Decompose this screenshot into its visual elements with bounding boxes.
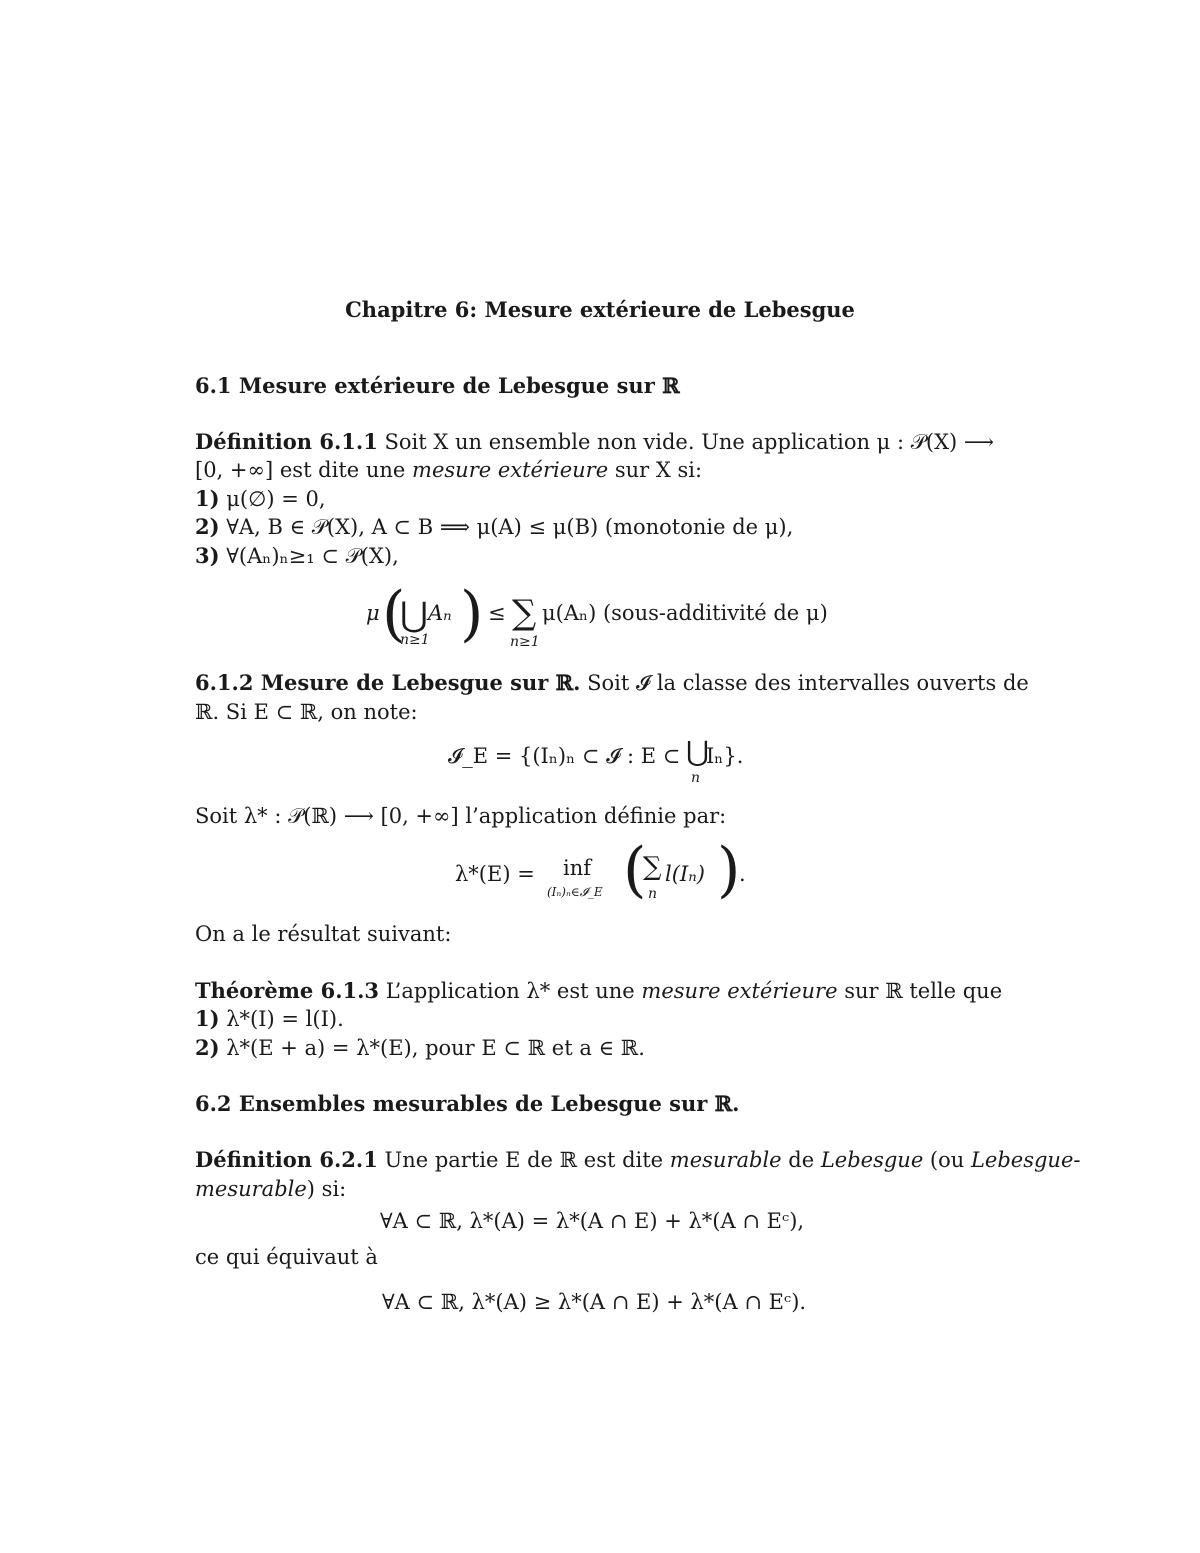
right-paren-glyph: ) bbox=[460, 579, 484, 649]
definition-6-1-1-label: Définition 6.1.1 bbox=[195, 429, 378, 454]
item-text: ∀(Aₙ)ₙ≥₁ ⊂ 𝒫(X), bbox=[226, 544, 399, 568]
formula-sum-symbol: ∑ bbox=[512, 593, 537, 633]
measurability-inequality-formula: ∀A ⊂ ℝ, λ*(A) ≥ λ*(A ∩ E) + λ*(A ∩ Eᶜ). bbox=[382, 1290, 807, 1314]
section-6-1-2-line1 bbox=[195, 669, 1029, 697]
theorem-text-b: sur ℝ telle que bbox=[837, 979, 1003, 1003]
item-number: 1) bbox=[195, 1006, 220, 1031]
theorem-label: Théorème 6.1.3 bbox=[195, 978, 380, 1003]
definition-6-1-1-text: Soit X un ensemble non vide. Une application μ : 𝒫(X) ⟶ bbox=[384, 430, 994, 454]
definition-emphasis-1: mesurable bbox=[669, 1148, 782, 1172]
formula-mu: μ bbox=[366, 601, 380, 625]
formula-leq: ≤ bbox=[488, 601, 506, 625]
theorem-6-1-3-line1 bbox=[195, 977, 1002, 1005]
formula-sum-subscript: n≥1 bbox=[510, 634, 540, 650]
lambda-formula bbox=[455, 835, 775, 912]
definition-6-1-1-item3 bbox=[195, 542, 399, 570]
definition-6-1-1-text-a: [0, +∞] est dite une bbox=[195, 458, 413, 482]
item-number: 2) bbox=[195, 1035, 220, 1060]
definition-6-2-1-label: Définition 6.2.1 bbox=[195, 1147, 378, 1172]
lambda-definition-line: Soit λ* : 𝒫(ℝ) ⟶ [0, +∞] l’application définie par: bbox=[195, 804, 727, 828]
definition-6-1-1-emphasis: mesure extérieure bbox=[412, 458, 609, 482]
section-6-1-2-line2: ℝ. Si E ⊂ ℝ, on note: bbox=[195, 700, 418, 724]
section-6-1-heading: 6.1 Mesure extérieure de Lebesgue sur ℝ bbox=[195, 373, 680, 398]
definition-6-1-1-line1 bbox=[195, 428, 994, 456]
formula-inf: inf bbox=[563, 856, 592, 880]
measurability-formula: ∀A ⊂ ℝ, λ*(A) = λ*(A ∩ E) + λ*(A ∩ Eᶜ), bbox=[380, 1209, 805, 1233]
definition-text-b: de bbox=[781, 1148, 821, 1172]
theorem-6-1-3-item1 bbox=[195, 1005, 344, 1033]
section-6-2-heading: 6.2 Ensembles mesurables de Lebesgue sur ℝ. bbox=[195, 1091, 740, 1116]
chapter-title: Chapitre 6: Mesure extérieure de Lebesgue bbox=[345, 297, 855, 322]
result-line: On a le résultat suivant: bbox=[195, 922, 452, 946]
left-paren-glyph: ( bbox=[382, 579, 406, 649]
item-text: μ(∅) = 0, bbox=[226, 487, 326, 511]
definition-text-d: ) si: bbox=[306, 1177, 347, 1201]
definition-6-1-1-item1 bbox=[195, 485, 326, 513]
interval-covers-formula bbox=[448, 735, 768, 790]
section-6-1-2-label: 6.1.2 Mesure de Lebesgue sur ℝ. bbox=[195, 670, 581, 695]
formula-inf-subscript: (Iₙ)ₙ∈𝓘_E bbox=[547, 885, 603, 899]
theorem-6-1-3-item2 bbox=[195, 1034, 645, 1062]
definition-6-1-1-item2 bbox=[195, 513, 793, 541]
formula-lhs: λ*(E) = bbox=[455, 862, 535, 886]
formula-lhs: 𝓘_E = {(Iₙ)ₙ ⊂ 𝓘 : E ⊂ bbox=[448, 744, 681, 768]
theorem-emphasis: mesure extérieure bbox=[641, 979, 838, 1003]
item-text: λ*(E + a) = λ*(E), pour E ⊂ ℝ et a ∈ ℝ. bbox=[226, 1036, 645, 1060]
left-paren-glyph: ( bbox=[623, 835, 647, 905]
section-6-1-2-text: Soit 𝓘 la classe des intervalles ouverts de bbox=[587, 671, 1029, 695]
item-number: 3) bbox=[195, 543, 220, 568]
definition-text-a: Une partie E de ℝ est dite bbox=[384, 1148, 670, 1172]
definition-text-c: (ou bbox=[923, 1148, 971, 1172]
formula-period: . bbox=[739, 862, 746, 886]
definition-emphasis-3: Lebesgue- bbox=[970, 1148, 1081, 1172]
formula-rhs: μ(Aₙ) (sous-additivité de μ) bbox=[542, 601, 828, 625]
right-paren-glyph: ) bbox=[717, 835, 741, 905]
item-text: ∀A, B ∈ 𝒫(X), A ⊂ B ⟹ μ(A) ≤ μ(B) (monotonie de μ), bbox=[226, 515, 794, 539]
item-number: 1) bbox=[195, 486, 220, 511]
formula-subscript: n bbox=[691, 770, 701, 786]
definition-6-2-1-line1 bbox=[195, 1146, 1080, 1174]
subadditivity-formula bbox=[360, 579, 860, 658]
formula-rhs: Iₙ}. bbox=[706, 744, 744, 768]
formula-sum-symbol: ∑ bbox=[643, 852, 662, 882]
formula-body: l(Iₙ) bbox=[665, 862, 705, 886]
definition-6-1-1-line2 bbox=[195, 456, 702, 484]
theorem-text-a: L’application λ* est une bbox=[385, 979, 642, 1003]
definition-emphasis-4: mesurable bbox=[195, 1177, 307, 1201]
equivalence-line: ce qui équivaut à bbox=[195, 1245, 378, 1269]
item-text: λ*(I) = l(I). bbox=[226, 1007, 344, 1031]
item-number: 2) bbox=[195, 514, 220, 539]
formula-union-symbol: ⋃ bbox=[400, 595, 428, 635]
definition-6-2-1-line2 bbox=[195, 1175, 346, 1203]
formula-union-subscript: n≥1 bbox=[400, 632, 430, 648]
definition-6-1-1-text-b: sur X si: bbox=[608, 458, 703, 482]
definition-emphasis-2: Lebesgue bbox=[820, 1148, 924, 1172]
formula-sum-subscript: n bbox=[648, 886, 658, 902]
formula-a-n: Aₙ bbox=[428, 601, 452, 625]
formula-union-symbol: ⋃ bbox=[686, 735, 709, 768]
